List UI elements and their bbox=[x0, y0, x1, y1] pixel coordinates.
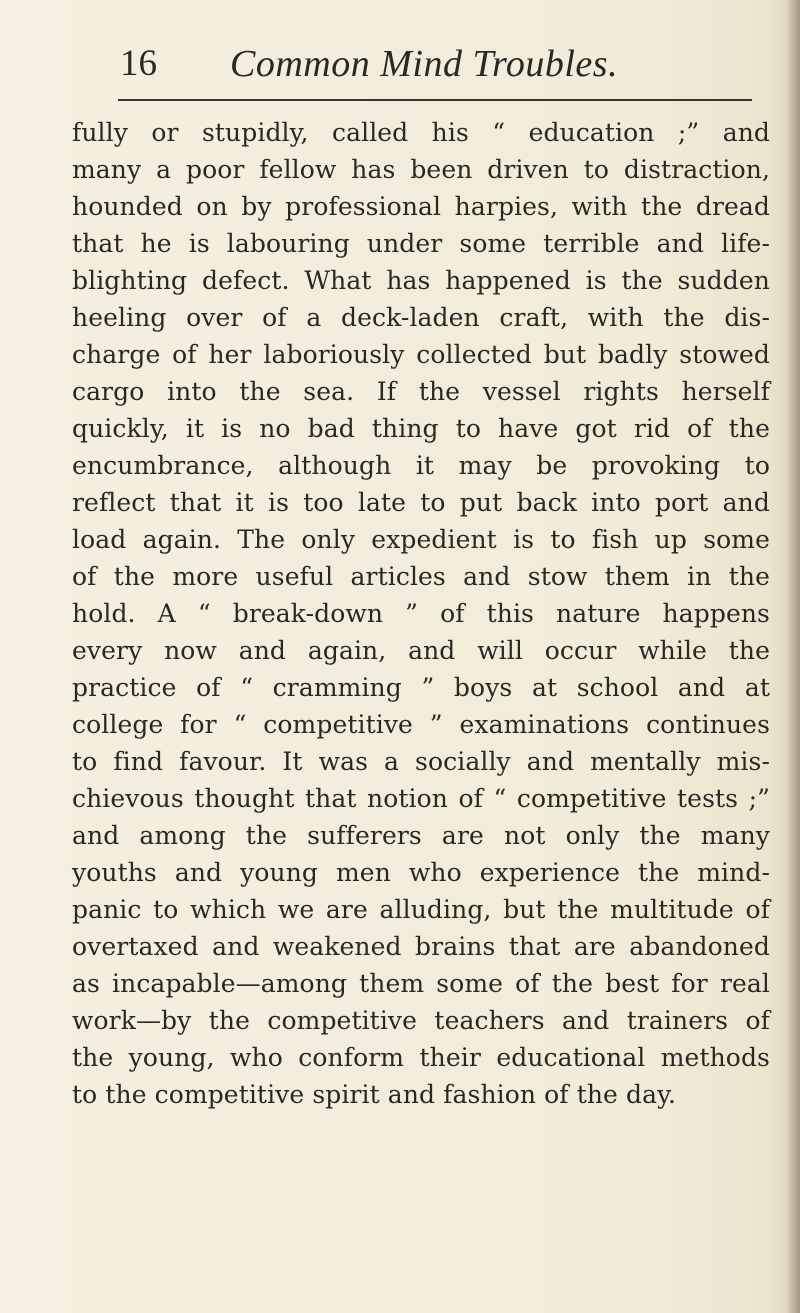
text-line-22: panic to which we are alluding, but the multitude of bbox=[72, 895, 770, 924]
text-line-27: to the competitive spirit and fashion of the day. bbox=[72, 1080, 677, 1109]
page-number: 16 bbox=[120, 43, 157, 84]
text-line-2: many a poor fellow has been driven to distraction, bbox=[72, 155, 770, 184]
text-line-12: load again. The only expedient is to fish up some bbox=[72, 525, 770, 554]
text-line-25: work—by the competitive teachers and trainers of bbox=[72, 1006, 770, 1035]
text-line-5: blighting defect. What has happened is the sudden bbox=[72, 266, 770, 295]
text-line-11: reflect that it is too late to put back into port and bbox=[72, 488, 770, 517]
text-line-3: hounded on by professional harpies, with the dread bbox=[72, 192, 770, 221]
text-line-9: quickly, it is no bad thing to have got rid of the bbox=[72, 414, 770, 443]
text-line-21: youths and young men who experience the mind- bbox=[72, 858, 770, 887]
text-line-8: cargo into the sea. If the vessel rights herself bbox=[72, 377, 770, 406]
text-line-7: charge of her laboriously collected but badly stowed bbox=[72, 340, 770, 369]
text-line-24: as incapable—among them some of the best for real bbox=[72, 969, 770, 998]
page-header bbox=[120, 42, 760, 86]
text-line-16: practice of “ cramming ” boys at school and at bbox=[72, 673, 770, 702]
text-line-10: encumbrance, although it may be provoking to bbox=[72, 451, 770, 480]
text-line-15: every now and again, and will occur while the bbox=[72, 636, 770, 665]
text-line-20: and among the sufferers are not only the many bbox=[72, 821, 770, 850]
page-edge-shadow bbox=[786, 0, 800, 1313]
text-line-1: fully or stupidly, called his “ education ;” and bbox=[72, 118, 770, 147]
running-title: Common Mind Troubles. bbox=[230, 43, 619, 85]
text-line-6: heeling over of a deck-laden craft, with the dis- bbox=[72, 303, 770, 332]
text-line-19: chievous thought that notion of “ competitive tests ;” bbox=[72, 784, 770, 813]
text-line-13: of the more useful articles and stow them in the bbox=[72, 562, 770, 591]
text-line-17: college for “ competitive ” examinations continues bbox=[72, 710, 770, 739]
text-line-26: the young, who conform their educational methods bbox=[72, 1043, 770, 1072]
text-line-14: hold. A “ break-down ” of this nature happens bbox=[72, 599, 770, 628]
text-line-4: that he is labouring under some terrible and life- bbox=[72, 229, 770, 258]
body-text bbox=[72, 114, 770, 1113]
text-line-18: to find favour. It was a socially and mentally mis- bbox=[72, 747, 770, 776]
header-rule bbox=[118, 99, 752, 101]
text-line-23: overtaxed and weakened brains that are abandoned bbox=[72, 932, 770, 961]
